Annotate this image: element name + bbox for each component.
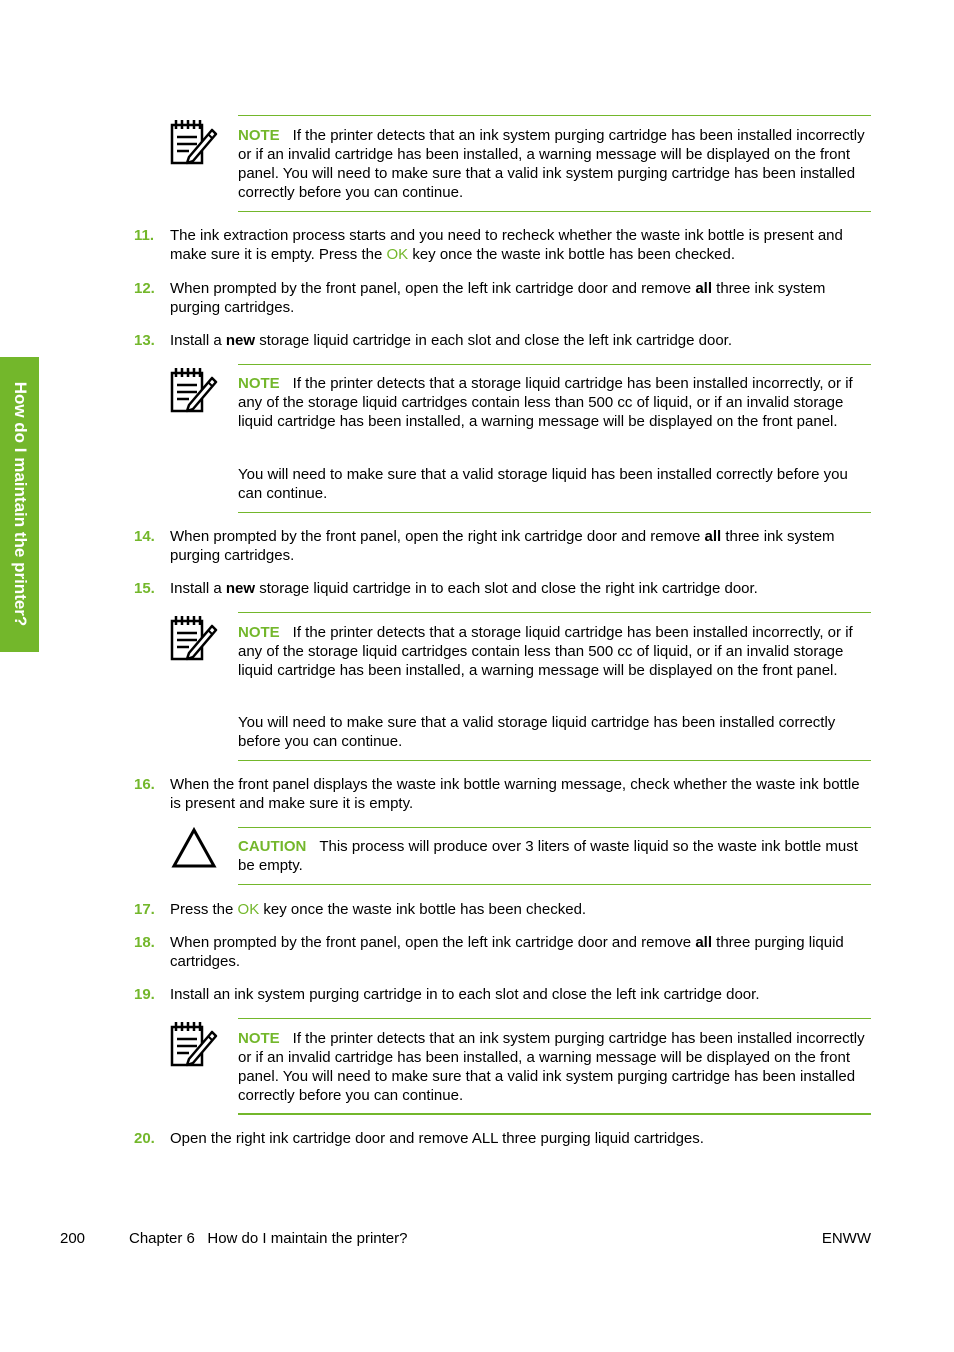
side-tab-label: How do I maintain the printer? (11, 381, 30, 627)
note-label: NOTE (238, 1030, 280, 1047)
note-box-2 (238, 364, 871, 513)
note-paragraph (238, 374, 871, 431)
notepad-pencil-icon (168, 613, 218, 663)
caution-paragraph (238, 837, 871, 875)
step-text-segment: three ink system purging cartridges. (170, 528, 835, 564)
step-number: 11. (134, 227, 155, 244)
note-text: If the printer detects that an ink system purging cartridge has been installed incorrectly or if an invalid cartridge has been installed, a warning message will be displayed on the front panel. You will need to make sure that a valid ink system purging cartridge has been installed correctly before you can continue. (238, 1030, 865, 1104)
step-text-segment: key once the waste ink bottle has been checked. (259, 901, 587, 918)
step-text-segment: Install an ink system purging cartridge in to each slot and close the left ink cartridge door. (170, 986, 760, 1003)
step-12-text (170, 279, 872, 317)
emphasis-text: all (695, 934, 712, 951)
note-paragraph (238, 623, 871, 680)
step-text-segment: storage liquid cartridge in to each slot and close the right ink cartridge door. (255, 580, 758, 597)
step-16-text (170, 775, 872, 813)
footer-page-number: 200 (60, 1230, 86, 1247)
step-text-segment: When prompted by the front panel, open the right ink cartridge door and remove (170, 528, 705, 545)
step-text-segment: Install a (170, 580, 226, 597)
step-14-text (170, 527, 872, 565)
step-number: 18. (134, 934, 155, 951)
step-number: 12. (134, 280, 155, 297)
step-text-segment: Press the (170, 901, 238, 918)
step-number: 13. (134, 332, 155, 349)
caution-label: CAUTION (238, 838, 307, 855)
step-text-segment: When the front panel displays the waste ink bottle warning message, check whether the waste ink bottle is present and make sure it is empty. (170, 776, 860, 812)
ok-key-name: OK (237, 901, 260, 918)
step-text-segment: The ink extraction process starts and you need to recheck whether the waste ink bottle is present and make sure it is empty. Press the (170, 227, 843, 263)
step-text-segment: storage liquid cartridge in each slot and close the left ink cartridge door. (255, 332, 733, 349)
note-box-1 (238, 115, 871, 212)
note-paragraph: You will need to make sure that a valid storage liquid cartridge has been installed correctly before you can continue. (238, 714, 836, 750)
step-17-text (170, 900, 872, 919)
step-text-segment: Install a (170, 332, 226, 349)
caution-box (238, 827, 871, 885)
step-18-text (170, 933, 872, 971)
note-box-4 (238, 1018, 871, 1115)
step-text-segment: three purging liquid cartridges. (170, 934, 844, 970)
note-paragraph: You will need to make sure that a valid storage liquid has been installed correctly before you can continue. (238, 466, 848, 502)
note-paragraph (238, 1029, 871, 1105)
note-paragraph (238, 126, 871, 202)
step-11-text (170, 226, 872, 264)
note-label: NOTE (238, 624, 280, 641)
notepad-pencil-icon (168, 1019, 218, 1069)
step-20-text (170, 1129, 872, 1148)
note-box-3 (238, 612, 871, 761)
step-number: 15. (134, 580, 155, 597)
emphasis-text: new (225, 332, 256, 349)
emphasis-text: new (225, 580, 256, 597)
emphasis-text: all (704, 528, 722, 545)
step-text-segment: Open the right ink cartridge door and remove ALL three purging liquid cartridges. (170, 1130, 704, 1147)
warning-triangle-icon (170, 825, 218, 871)
step-number: 20. (134, 1130, 155, 1147)
note-text: If the printer detects that a storage liquid cartridge has been installed incorrectly, or if any of the storage liquid cartridges contain less than 500 cc of liquid, or if an invalid storage liquid cartridge has been installed, a warning message will be displayed on the front panel. (238, 624, 853, 679)
note-label: NOTE (238, 375, 280, 392)
note-text: If the printer detects that an ink system purging cartridge has been installed incorrectly or if an invalid cartridge has been installed, a warning message will be displayed on the front panel. You will need to make sure that a valid ink system purging cartridge has been installed correctly before you can continue. (238, 127, 865, 201)
step-number: 14. (134, 528, 155, 545)
footer-chapter: Chapter 6 How do I maintain the printer? (129, 1230, 408, 1247)
step-text-segment: key once the waste ink bottle has been checked. (408, 246, 736, 263)
step-text-segment: When prompted by the front panel, open the left ink cartridge door and remove (170, 934, 696, 951)
step-text-segment: When prompted by the front panel, open the left ink cartridge door and remove (170, 280, 696, 297)
emphasis-text: all (695, 280, 712, 297)
note-text: If the printer detects that a storage liquid cartridge has been installed incorrectly, or if any of the storage liquid cartridges contain less than 500 cc of liquid, or if an invalid storage liquid cartridge has been installed, a warning message will be displayed on the front panel. (238, 375, 853, 430)
step-number: 19. (134, 986, 155, 1003)
ok-key-name: OK (386, 246, 409, 263)
step-15-text (170, 579, 872, 598)
footer-enww: ENWW (821, 1230, 871, 1247)
step-text-segment: three ink system purging cartridges. (170, 280, 826, 316)
step-19-text (170, 985, 872, 1004)
note-label: NOTE (238, 127, 280, 144)
notepad-pencil-icon (168, 117, 218, 167)
notepad-pencil-icon (168, 365, 218, 415)
step-13-text (170, 331, 872, 350)
caution-text: This process will produce over 3 liters of waste liquid so the waste ink bottle must be empty. (238, 838, 858, 874)
step-number: 16. (134, 776, 155, 793)
step-number: 17. (134, 901, 155, 918)
